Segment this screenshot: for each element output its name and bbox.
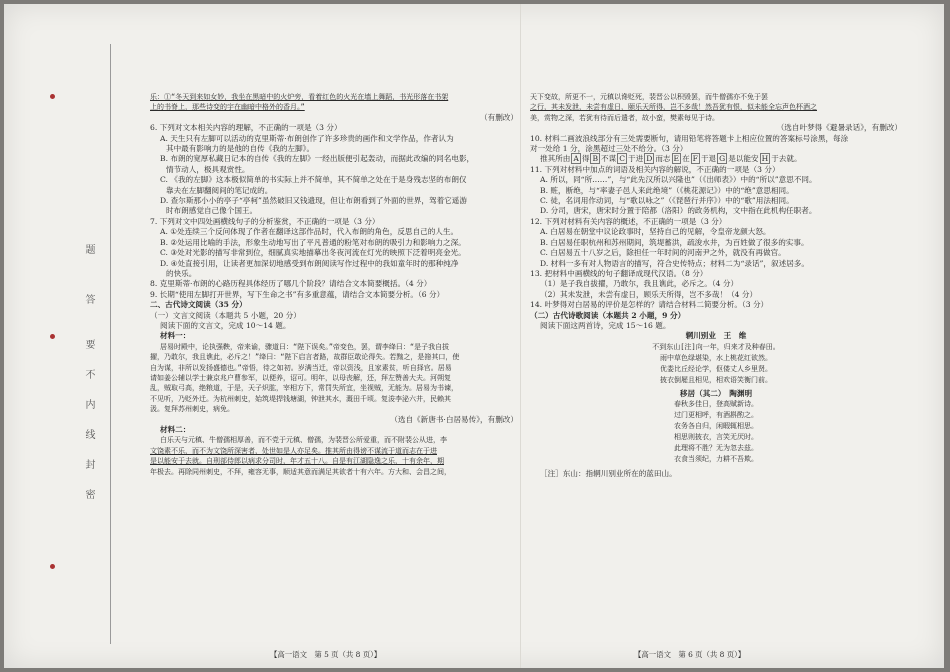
poem-line: 此理将不胜？无为忽去兹。 (674, 444, 758, 453)
break-marker: A (573, 154, 579, 164)
option: A. 白居易在朝堂中议论政事时，坚持自己的见解，令皇帝龙颜大怒。 (540, 227, 771, 237)
char: 是 (728, 154, 736, 164)
passage-line: 天下变故，所更不一，元稹以谗贬死，裴晋公以积毁罢，而牛僧孺亦不免于罢 (530, 93, 768, 101)
option: A. 所以，同“所……”，与“此先汉所以兴隆也”（《出师表》）中的“所以”意思不同。 (540, 175, 817, 185)
page-fold (520, 4, 521, 668)
passage-line: 是以能安于去就。自刑部侍郎以病求分司时，年才五十八。自是有江湖隐逸之乐，十有余年，期 (150, 457, 444, 466)
passage-line: 美，赏物之深，若犹有待而后遣者，故小蛮，樊素每见于诗。 (530, 113, 719, 122)
question-8: 8. 克里斯蒂·布朗的心路历程具体经历了哪几个阶段？请结合文本简要概括。（4 分） (150, 279, 432, 289)
binding-label: 密 (83, 489, 94, 499)
break-marker: G (719, 154, 726, 164)
option: D. 材料一多有对人物语言的描写，符合史传特点；材料二为“录话”，叙述居多。 (540, 258, 809, 268)
scan-mark (50, 564, 55, 569)
poem-line: 春秋多佳日，登高赋新诗。 (674, 400, 758, 409)
break-marker: B (592, 154, 599, 164)
poem-title: 辋川别业 王 维 (685, 331, 747, 341)
left-page (150, 92, 518, 477)
passage-line: 文饶素不乐，而不为文饶所深害者，处世如是人亦足矣。推其所由得谤不谋流于道而志在于进 (150, 446, 437, 455)
passage-line: 居易时殿中，论执强鞅，帝来谕，骤道曰：“陛下误矣。”帝变色，罢，谓李绛曰：“是子我自拔 (160, 342, 450, 351)
poem-title: 移居（其二） 陶渊明 (679, 388, 753, 398)
break-marker: E (673, 154, 680, 164)
binding-label: 封 (83, 459, 94, 469)
right-page (530, 92, 902, 480)
question-12: 12. 下列对材料有关内容的概述，不正确的一项是（3 分） (530, 216, 727, 226)
binding-label: 要 (83, 339, 94, 349)
char: 就 (786, 154, 794, 164)
option: A. ①处连续三个反问体现了作者在翻译这部作品时，代入布朗的角色，反思自己的人生。 (160, 227, 459, 237)
passage-line: 不见听，乃贬外迁。为杭州刺史，始筑堤捍钱塘湖，钟泄其水，溉田千顷。复浚李泌六井，民赖其 (150, 394, 451, 403)
poem-note: ［注］东山：指辋川别业所在的蓝田山。 (540, 469, 677, 479)
option: D. 查尔斯那小小的亭子“亭柯”虽然破旧又钱遗现，但让布朗看到了外面的世界，驾着它遥游 (160, 196, 467, 206)
poem-line: 农务各自归，闲暇辄相思。 (674, 422, 758, 431)
subquestion: （2）其未发泄，未尝有虚日，顾乐天所得，岂不多哉！（4 分） (540, 289, 758, 299)
source-note: （选自《新唐书·白居易传》，有删改） (390, 414, 518, 424)
char: 安 (750, 154, 759, 164)
passage-line: 之行，其未发泄，未尝有虚日，颐乐天所得，岂不多哉！然吾犹有恨，似未能全忘声色杯酒之 (530, 103, 817, 112)
subsection-heading: （二）古代诗歌阅读（本题共 2 小题，9 分） (530, 310, 686, 320)
char: 而 (655, 154, 663, 164)
char: 退 (708, 154, 717, 164)
poem-line: 相思则披衣，言笑无厌时。 (674, 433, 758, 442)
passage-line: 自为谋，非所以发扬盛德也。”帝悟，待之如初。岁满当迁，帝以资浅，且家素贫，听自择官。居易 (150, 363, 452, 372)
question-13: 13. 把材料中画横线的句子翻译成现代汉语。（8 分） (530, 268, 708, 278)
poem-line: 衣食当须纪，力耕不吾欺。 (674, 455, 758, 464)
question-10-note: 对一处给 1 分，涂黑超过三处不给分。（3 分） (530, 144, 688, 154)
char: 去 (778, 154, 787, 164)
option: 其中最有影响力的是他的自传《我的左脚》。 (166, 144, 315, 154)
char: 于 (771, 154, 779, 164)
binding-label: 答 (83, 294, 94, 304)
instruction: 阅读下面这两首诗，完成 15～16 题。 (540, 320, 671, 330)
option: B. 白居易任职杭州和苏州期间，筑堤蓄洪，疏浚水井，为百姓做了很多的实事。 (540, 237, 809, 247)
binding-label: 题 (83, 244, 94, 254)
passage-line: 乱，贼取弓高，绝粮道，于是，天子炽肱，宰相方下，常罚失所宜，坐视贼，无能为。居易为书谏， (150, 384, 458, 393)
option: A. 天生只有左脚可以活动的克里斯蒂·布朗创作了许多珍贵的画作和文学作品，作者认为 (160, 133, 454, 143)
break-line-prefix: 推其所由 (540, 154, 571, 164)
char: 谋 (608, 154, 617, 164)
poem-line: 披衣倒屣且相见，相欢语笑衡门前。 (660, 375, 772, 384)
binding-label: 不 (83, 369, 94, 379)
char: 于 (628, 154, 636, 164)
passage-line: 年极去。再除同州刺史，不拜，雍容无事，顺适其意而满足其欲者十有六年。方大和、会昌之间， (150, 467, 451, 476)
subquestion: （1）是子我自拔擢，乃敢尔，我且谯此，必斥之。（4 分） (540, 279, 739, 289)
scan-mark (50, 334, 55, 339)
char: 于 (700, 154, 709, 164)
option: C. 白居易五十八岁之后，除担任一年时间的河南尹之外，就没有再做官。 (540, 248, 786, 258)
char: 不 (601, 154, 609, 164)
passage-line: 汲。复拜苏州刺史，病免。 (150, 405, 234, 414)
char: 得 (581, 154, 590, 164)
char: 在 (682, 154, 690, 164)
break-line: 推其所由 A 得 B 不谋 C 于进 D 而志 E 在 F 于退 G 是以能安 H 于去就。 (540, 154, 802, 164)
option: C. ③处对光影的描写非常到位，细腻真实地描摹出冬夜河流在灯光的映照下泛着明亮金光。 (160, 248, 466, 258)
passage-line: 擢，乃敢尔，我且谯此，必斥之！”绛曰：“陛下启言者路，故群臣敢论得失。若黜之，是箝其口，使 (150, 353, 460, 362)
source-note: （选自叶梦得《避暑录话》，有删改） (776, 123, 902, 133)
page-footer: 【高一语文 第 6 页（共 8 页）】 (634, 650, 746, 659)
char: 志 (662, 154, 671, 164)
text-line: 上的书脊上，那些诗变的宇在幽暗中格外的香月。” (150, 103, 305, 112)
option: C. 《我的左脚》这本极似简单的书实际上并不简单，其不简单之处在于是身残志坚的布朗仅 (160, 175, 467, 185)
question-7: 7. 下列对文中四处画横线句子的分析鉴赏，不正确的一项是（3 分） (150, 216, 380, 226)
binding-margin (70, 44, 111, 644)
option: 靠夫在左脚翻阅间的笔记成的。 (166, 185, 273, 195)
page-footer: 【高一语文 第 5 页（共 8 页）】 (270, 650, 382, 659)
question-10: 10. 材料二画波浪线部分有三处需要断句，请用铅笔将答题卡上相应位置的答案标号涂黑，每涂 (530, 133, 849, 143)
option: 时布朗感觉自己像个国王。 (166, 206, 258, 216)
break-marker: H (761, 154, 769, 164)
material-label: 材料一： (160, 331, 191, 341)
break-marker: D (646, 154, 653, 164)
question-9: 9. 长期“使用左脚打开世界，写下生命之书”有多重意蕴，请结合文本简要分析。（6 分） (150, 289, 445, 299)
exam-sheet (4, 4, 944, 668)
section-heading: 二、古代诗文阅读（35 分） (150, 300, 247, 310)
poem-line: 不到东山[注]向一年，归来才及种春田。 (652, 342, 780, 351)
question-11: 11. 下列对材料中加点的词语及相关内容的解说，不正确的一项是（3 分） (530, 164, 780, 174)
text-line: 乐：①“冬天到来如女妙，我坐在黑暗中的火炉旁，看着红色的火光在墙上舞蹈，书光形落在书架 (150, 93, 449, 101)
option: D. 分司，唐宋，唐宋时分置于陪都（洛阳）的政务机构，文中指在此机构任职者。 (540, 206, 817, 216)
material-label: 材料二： (160, 425, 191, 434)
option: B. 布朗的宽厚私藏日记本的自传《我的左脚》一经出版便引起轰动，而据此改编的同名电影， (160, 154, 475, 164)
poem-line: 雨中草色绿堪染，水上桃花红欲然。 (660, 353, 772, 362)
source-note: （有删改） (480, 112, 518, 122)
break-marker: F (692, 154, 698, 164)
option: D. ④处直接引用，让读者更加深切地感受到布朗阅读写作过程中的我如童年时的那种纯净 (160, 258, 459, 268)
break-marker: C (619, 154, 626, 164)
option: 情节动人，极具观赏性。 (166, 164, 250, 174)
option: C. 徒，名词用作动词，与“歌以咏之”（《琵琶行并序》）中的“歌”用法相同。 (540, 196, 794, 206)
binding-label: 内 (83, 399, 94, 409)
char: 进 (635, 154, 644, 164)
instruction: 阅读下面的文言文，完成 10～14 题。 (160, 320, 291, 330)
passage-line: 请如姜公辅以学士兼京兆户曹参军，以便养，诏可。明年，以母丧解，还，拜左赞善大夫。河朔复 (150, 373, 451, 382)
poem-line: 过门更相呼，有酒斟酌之。 (674, 411, 758, 420)
scan-mark (50, 94, 55, 99)
option: 的快乐。 (166, 268, 197, 278)
passage-line: 白乐天与元稹、牛僧孺相厚善，而不党于元稹、僧孺，为裴晋公所爱重，而不附裴公从进，李 (160, 436, 447, 445)
char: 以 (735, 154, 744, 164)
subsection-heading: （一）文言文阅读（本题共 5 小题，20 分） (150, 310, 301, 320)
option: B. ②处运用比喻的手法，形象生动地写出了平凡普通的粉笔对布朗的吸引力和影响力之深。 (160, 237, 466, 247)
question-6: 6. 下列对文本相关内容的理解，不正确的一项是（3 分） (150, 123, 342, 133)
char: 能 (743, 154, 751, 164)
poem-line: 优娄比丘经论学，伛偻丈人乡里贤。 (660, 364, 772, 373)
option: B. 赃，断绝，与“率妻子邑人来此绝境”（《桃花源记》）中的“绝”意思相同。 (540, 185, 794, 195)
question-14: 14. 叶梦得对白居易的评价是怎样的？请结合材料二简要分析。（3 分） (530, 300, 769, 310)
binding-label: 线 (83, 429, 94, 439)
